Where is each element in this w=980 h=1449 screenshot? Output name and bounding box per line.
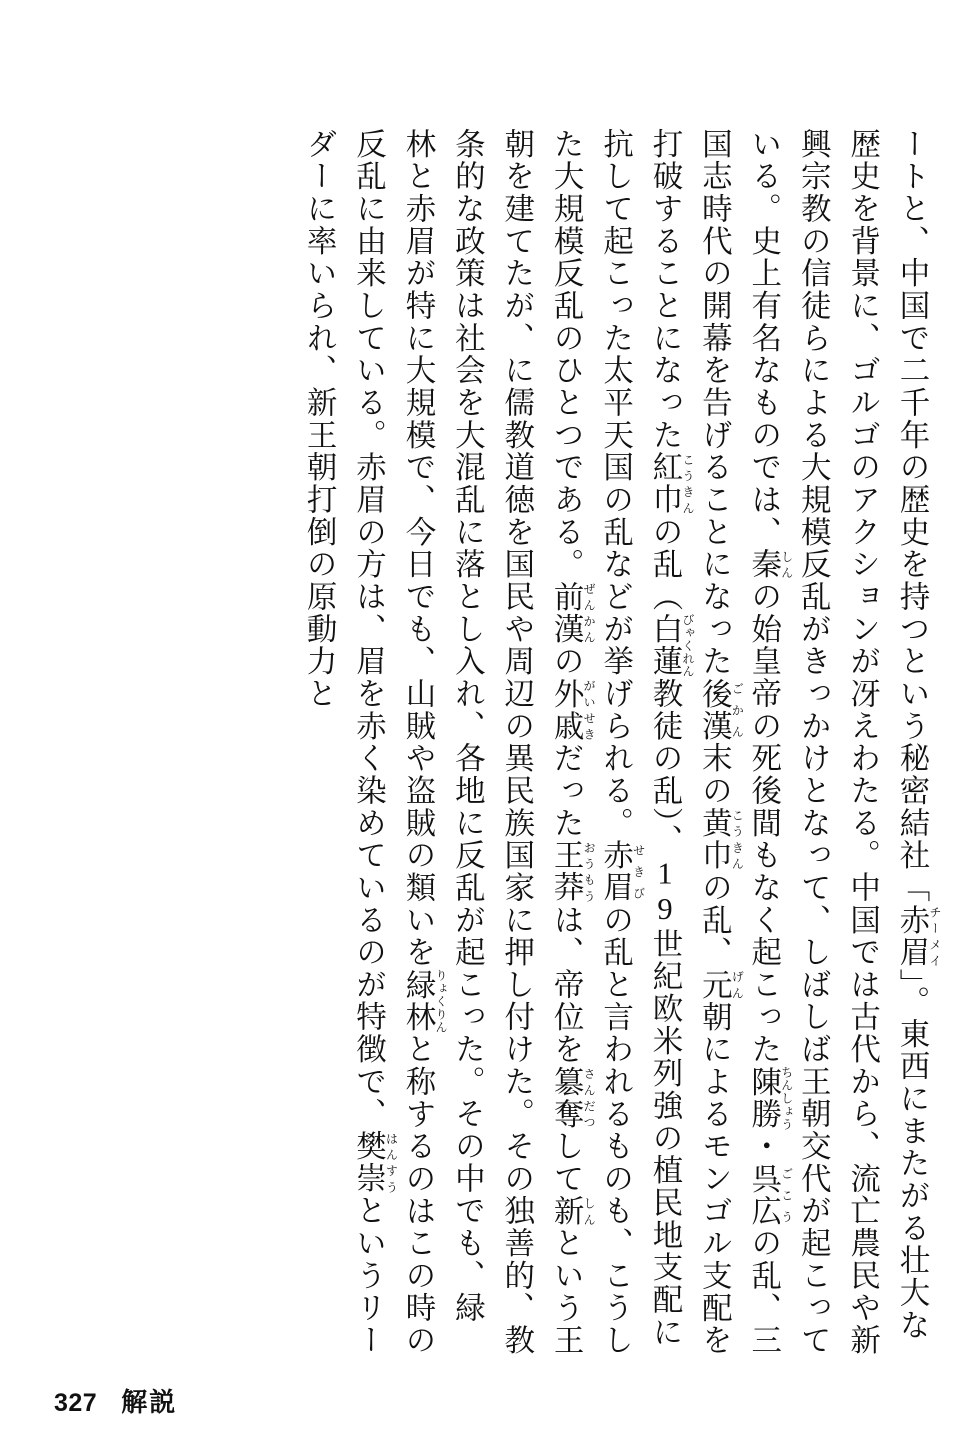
ruby-reading: びゃくれん [680, 612, 695, 678]
ruby-term: 紅巾 こうきん [647, 451, 695, 516]
ruby-reading: げん [730, 968, 745, 1001]
ruby-term: 簒奪 さんだつ [549, 1065, 597, 1131]
ruby-reading: こうきん [730, 806, 745, 872]
ruby-term: 外戚 がいせき [549, 677, 597, 743]
ruby-reading: こうきん [680, 451, 695, 516]
ruby-term: 陳勝 ちんしょう [746, 1065, 794, 1131]
ruby-reading: ぜんかん [582, 580, 597, 646]
ruby-reading: ちんしょう [779, 1065, 794, 1131]
page-footer [54, 1382, 177, 1419]
ruby-reading: おうもう [582, 839, 597, 904]
ruby-reading: ごこう [779, 1162, 794, 1228]
ruby-term: 赤眉 チーメイ [895, 903, 942, 969]
ruby-term: 白蓮 びゃくれん [647, 612, 695, 678]
ruby-term: 黄巾 こうきん [697, 806, 745, 872]
ruby-term: 新 しん [549, 1194, 597, 1228]
ruby-term: 元 げん [697, 968, 745, 1001]
ruby-term: 赤眉 せきび [598, 839, 646, 904]
ruby-reading: せきび [631, 839, 646, 904]
body-paragraph: ートと、中国で二千年の歴史を持つという秘密結社「赤眉 チーメイ」。東西にまたがる壮大な歴史を背景に、ゴルゴのアクションが冴えわたる。中国では古代から、流亡農民や新興宗教の信徒らによる大規模反乱がきっかけとなって、しばしば王朝交代が起こっている。史上有名なものでは、秦 しんの始皇帝の死後間もなく起こった陳勝 ちんしょう・呉広 ごこうの乱、三国志時代の開幕を告げることになった後漢 ごかん末の黄巾 こうきんの乱、元 げん朝によるモンゴル支配を打破することになった紅巾 こうきんの乱（白蓮 びゃくれん教徒の乱）、19世紀欧米列強の植民地支配に抗して起こった太平天国の乱などが挙げられる。赤眉 せきびの乱と言われるものも、こうした大規模反乱のひとつである。前漢 ぜんかんの外戚 がいせきだった王莽 おうもうは、帝位を簒奪 さんだつして新 しんという王朝を建てたが、に儒教道徳を国民や周辺の異民族国家に押し付けた。その独善的、教条的な政策は社会を大混乱に落とし入れ、各地に反乱が起こった。その中でも、緑 林と赤眉が特に大規模で、今日でも、山賊や盗賊の類いを緑林 りょくりんと称するのはこの時の反乱に由来している。赤眉の方は、眉を赤く染めているのが特徴で、樊崇 はんすうというリーダーに率いられ、新王朝打倒の原動力と [302, 128, 942, 1357]
ruby-term: 緑林 りょくりん [400, 968, 448, 1034]
ruby-term: 秦 しん [746, 548, 794, 581]
ruby-term: 呉広 ごこう [746, 1162, 794, 1228]
ruby-reading: しん [779, 548, 794, 581]
ruby-reading: がいせき [582, 677, 597, 743]
running-head: 解説 [121, 1388, 178, 1417]
page-number: 327 [54, 1389, 98, 1417]
ruby-term: 後漢 ごかん [697, 677, 745, 743]
ruby-term: 王莽 おうもう [549, 839, 597, 904]
body-text-block [38, 128, 942, 1368]
ruby-reading: はんすう [384, 1130, 399, 1195]
ruby-reading: ごかん [730, 677, 745, 743]
ruby-reading: チーメイ [928, 903, 942, 969]
ruby-reading: さんだつ [582, 1065, 597, 1131]
ruby-term: 前漢 ぜんかん [549, 580, 597, 646]
ruby-term: 樊崇 はんすう [351, 1130, 399, 1195]
ruby-reading: しん [582, 1194, 597, 1228]
ruby-reading: りょくりん [433, 968, 448, 1034]
